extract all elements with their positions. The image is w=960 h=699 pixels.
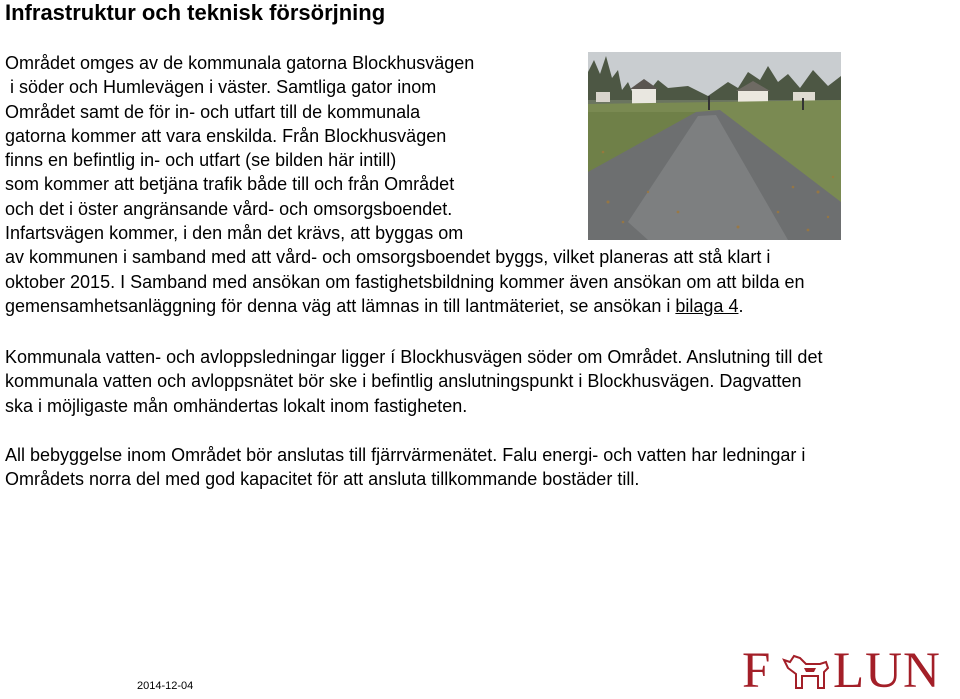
text-line: Områdets norra del med god kapacitet för att ansluta tillkommande bostäder till. xyxy=(5,469,640,490)
paragraph-heating xyxy=(5,443,805,492)
text-line-with-link xyxy=(5,294,804,318)
footer-date: 2014-12-04 xyxy=(137,680,194,692)
text-segment: . xyxy=(738,295,744,316)
falun-logo xyxy=(742,643,956,699)
text-segment: gemensamhetsanläggning för denna väg att lämnas in till lantmäteriet, se ansökan i xyxy=(5,295,676,316)
text-line: oktober 2015. I Samband med ansökan om fastighetsbildning kommer även ansökan om att bilda en xyxy=(5,271,805,292)
text-line: av kommunen i samband med att vård- och omsorgsboendet byggs, vilket planeras att stå klart i xyxy=(5,247,771,268)
appendix-link[interactable]: bilaga 4 xyxy=(675,295,739,316)
road-photo xyxy=(588,52,841,240)
text-line: ska i möjligaste mån omhändertas lokalt inom fastigheten. xyxy=(5,395,468,416)
text-line: finns en befintlig in- och utfart (se bilden här intill) xyxy=(5,150,397,171)
text-line: som kommer att betjäna trafik både till och från Området xyxy=(5,174,455,195)
paragraph-water xyxy=(5,345,822,418)
text-line: kommunala vatten och avloppsnätet bör ske i befintlig anslutningspunkt i Blockhusvägen. Dagvatten xyxy=(5,371,802,392)
logo-letters-lun: LUN xyxy=(833,643,941,699)
text-line: Kommunala vatten- och avloppsledningar ligger í Blockhusvägen söder om Området. Anslutning till det xyxy=(5,347,823,367)
text-line: Området omges av de kommunala gatorna Blockhusvägen xyxy=(5,53,475,73)
text-line: och det i öster angränsande vård- och omsorgsboendet. xyxy=(5,198,453,219)
text-line: Infartsvägen kommer, i den mån det krävs, att byggas om xyxy=(5,223,464,244)
section-heading: Infrastruktur och teknisk försörjning xyxy=(5,0,386,25)
text-line: i söder och Humlevägen i väster. Samtliga gator inom xyxy=(5,77,437,98)
text-line: All bebyggelse inom Området bör anslutas till fjärrvärmenätet. Falu energi- och vatten har ledningar i xyxy=(5,445,806,465)
text-line: Området samt de för in- och utfart till de kommunala xyxy=(5,101,421,122)
text-line: gatorna kommer att vara enskilda. Från Blockhusvägen xyxy=(5,125,447,146)
logo-letter-f: F xyxy=(742,643,772,699)
dala-horse-icon xyxy=(780,648,832,690)
